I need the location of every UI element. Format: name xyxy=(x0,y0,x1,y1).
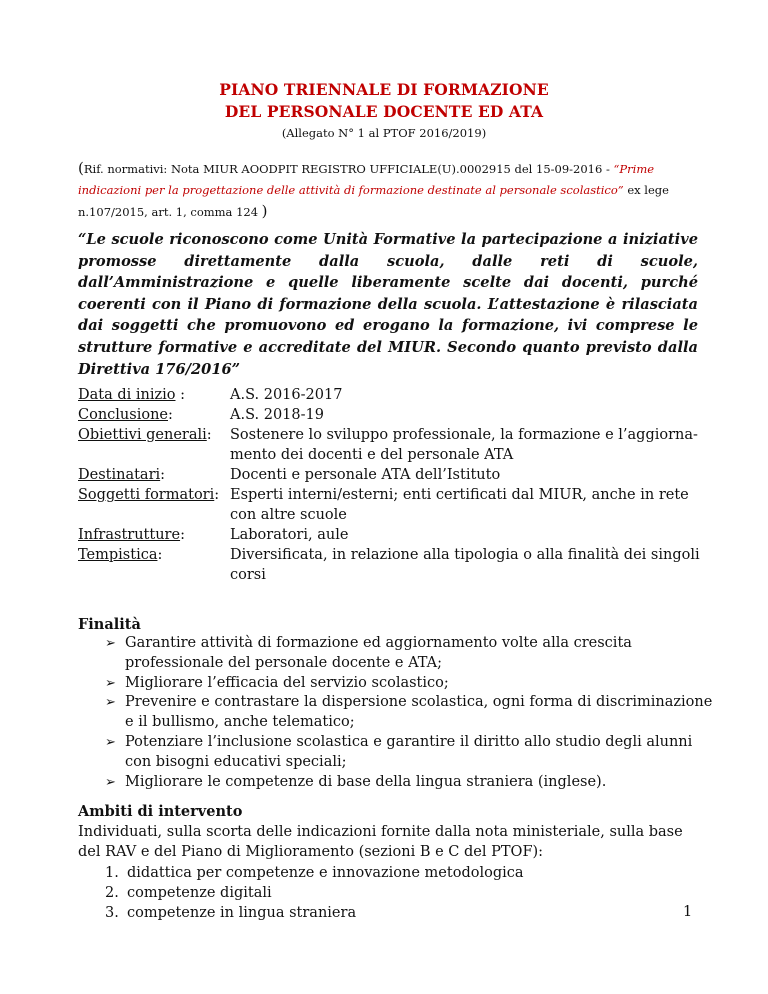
rif-quote: “Prime indicazioni per la progettazione delle attività di formazione destinate al personale scolastico” xyxy=(78,162,655,197)
list-item: ➢ Prevenire e contrastare la dispersione scolastica, ogni forma di discriminazione e il bullismo, anche telematico; xyxy=(105,694,713,731)
ambiti-list xyxy=(105,863,524,923)
info-label-tempistica: Tempistica: xyxy=(78,547,163,563)
info-label-conclusione: Conclusione: xyxy=(78,407,173,423)
info-value-conclusione: A.S. 2018-19 xyxy=(230,407,324,423)
info-label-obiettivi: Obiettivi generali: xyxy=(78,427,212,443)
rif-open-paren: ( xyxy=(78,159,84,177)
document-title-line1: PIANO TRIENNALE DI FORMAZIONE xyxy=(219,80,549,99)
list-item: ➢ Migliorare le competenze di base della lingua straniera (inglese). xyxy=(105,773,715,793)
rif-text-2: ex lege n.107/2015, art. 1, comma 124 xyxy=(78,183,669,219)
arrow-bullet-icon: ➢ xyxy=(105,734,116,750)
document-title-line2: DEL PERSONALE DOCENTE ED ATA xyxy=(224,102,544,121)
list-item: 2. competenze digitali xyxy=(105,885,272,901)
info-value-obiettivi: Sostenere lo sviluppo professionale, la formazione e l’aggiorna-mento dei docenti e del personale ATA xyxy=(230,427,698,463)
list-item: 1. didattica per competenze e innovazione metodologica xyxy=(105,865,524,881)
list-item: 3. competenze in lingua straniera xyxy=(105,905,357,921)
info-label-infrastrutture: Infrastrutture: xyxy=(78,527,185,543)
info-value-infrastrutture: Laboratori, aule xyxy=(230,527,349,543)
directive-citation: “Le scuole riconoscono come Unità Formative la partecipazione a iniziative promosse direttamente dalla scuola, dalle reti di scuole, dall’Amministrazione e quelle liberamente scelte dai docenti, purché coerenti con il Piano di formazione della scuola. L’attestazione è rilasciata dai soggetti che promuovono ed erogano la formazione, ivi comprese le strutture formative e accreditate del MIUR. Secondo quanto previsto dalla Direttiva 176/2016” xyxy=(78,231,698,378)
rif-text-1: Rif. normativi: Nota MIUR AOODPIT REGISTRO UFFICIALE(U).0002915 del 15-09-2016 - xyxy=(83,162,614,176)
info-value-destinatari: Docenti e personale ATA dell’Istituto xyxy=(230,467,501,483)
info-label-soggetti: Soggetti formatori: xyxy=(78,487,220,503)
info-value-tempistica: Diversificata, in relazione alla tipologia o alla finalità dei singoli corsi xyxy=(230,547,700,583)
finalita-heading: Finalità xyxy=(78,616,141,633)
normative-reference xyxy=(78,158,698,223)
list-item: ➢ Potenziare l’inclusione scolastica e garantire il diritto allo studio degli alunni con bisogni educativi speciali; xyxy=(105,733,693,770)
ambiti-heading: Ambiti di intervento xyxy=(78,803,243,820)
arrow-bullet-icon: ➢ xyxy=(105,675,116,691)
list-item: ➢ Garantire attività di formazione ed aggiornamento volte alla crescita professionale del personale docente e ATA; xyxy=(105,635,632,671)
arrow-bullet-icon: ➢ xyxy=(105,774,116,790)
allegato-note: (Allegato N° 1 al PTOF 2016/2019) xyxy=(281,126,487,140)
page-number: 1 xyxy=(683,904,693,920)
finalita-list xyxy=(105,634,715,792)
rif-close-paren: ) xyxy=(261,202,268,220)
list-item: ➢ Migliorare l’efficacia del servizio scolastico; xyxy=(105,674,715,694)
info-value-data-inizio: A.S. 2016-2017 xyxy=(230,387,343,403)
info-value-soggetti: Esperti interni/esterni; enti certificati dal MIUR, anche in rete con altre scuole xyxy=(230,487,689,523)
info-label-data-inizio: Data di inizio : xyxy=(78,387,185,403)
info-label-destinatari: Destinatari: xyxy=(78,467,166,483)
arrow-bullet-icon: ➢ xyxy=(105,636,116,651)
arrow-bullet-icon: ➢ xyxy=(105,695,116,711)
ambiti-intro: Individuati, sulla scorta delle indicazioni fornite dalla nota ministeriale, sulla base del RAV e del Piano di Miglioramento (sezioni B e C del PTOF): xyxy=(78,824,683,860)
